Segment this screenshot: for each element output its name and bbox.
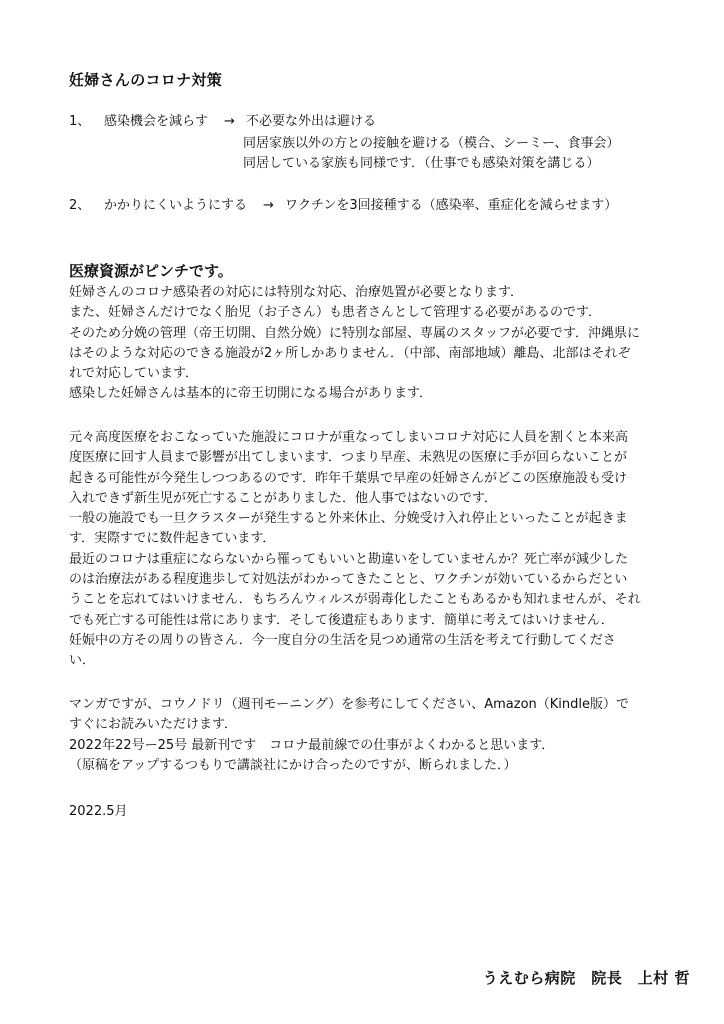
paragraph-2-line: 元々高度医療をおこなっていた施設にコロナが重なってしまいコロナ対応に人員を割くと本来高 bbox=[69, 430, 629, 445]
paragraph-2-line: い． bbox=[69, 653, 96, 669]
paragraph-2-line: 起きる可能性が今発生しつつあるのです．昨年千葉県で早産の妊婦さんがどこの医療施設も受け bbox=[69, 470, 627, 486]
paragraph-1-line: 妊婦さんのコロナ感染者の対応には特別な対応、治療処置が必要となります． bbox=[69, 285, 523, 300]
measure-2-line-1: ワクチンを3回接種する（感染率、重症化を減らせます） bbox=[285, 198, 618, 213]
measure-1-label: 感染機会を減らす bbox=[104, 114, 209, 129]
paragraph-1-line: れで対応しています． bbox=[69, 366, 198, 382]
measure-2-arrow: → bbox=[263, 198, 274, 213]
measure-2-number: 2、 bbox=[69, 198, 91, 213]
paragraph-2 bbox=[69, 428, 659, 672]
document-title: 妊婦さんのコロナ対策 bbox=[69, 71, 223, 89]
paragraph-1-line: そのため分娩の管理（帝王切開、自然分娩）に特別な部屋、専属のスタッフが必要です．沖縄県に bbox=[69, 325, 640, 341]
measure-1-line-1: 不必要な外出は避ける bbox=[246, 114, 377, 129]
paragraph-2-line: 一般の施設でも一旦クラスターが発生すると外来休止、分娩受け入れ停止といったことが起きま bbox=[69, 511, 628, 527]
paragraph-1-line: また、妊婦さんだけでなく胎児（お子さん）も患者さんとして管理する必要があるのです． bbox=[69, 305, 601, 321]
measure-1-line-3: 同居している家族も同様です．（仕事でも感染対策を講じる） bbox=[243, 156, 600, 171]
measure-1-arrow: → bbox=[224, 114, 235, 129]
paragraph-2-line: 最近のコロナは重症にならないから罹ってもいいと勘違いをしていませんか？死亡率が減少した bbox=[69, 551, 629, 567]
paragraph-1 bbox=[69, 283, 659, 405]
paragraph-2-line: うことを忘れてはいけません．もちろんウィルスが弱毒化したこともあるかも知れませんが、それ bbox=[69, 592, 641, 608]
measure-2-label: かかりにくいようにする bbox=[104, 198, 248, 213]
paragraph-2-line: でも死亡する可能性は常にあります．そして後遺症もあります．簡単に考えてはいけません． bbox=[69, 612, 614, 628]
signature: うえむら病院 院長 上村 哲 bbox=[482, 969, 690, 987]
measure-1-line-2: 同居家族以外の方との接触を避ける（模合、シーミー、食事会） bbox=[243, 136, 620, 151]
paragraph-2-line: す．実際すでに数件起きています． bbox=[69, 531, 276, 547]
paragraph-3-line: （原稿をアップするつもりで講談社にかけ合ったのですが、断られました．） bbox=[69, 757, 517, 773]
paragraph-3 bbox=[69, 695, 659, 776]
paragraph-3-line: すぐにお読みいただけます． bbox=[69, 717, 237, 733]
paragraph-2-line: 度医療に回す人員まで影響が出てしまいます．つまり早産、未熟児の医療に手が回らないことが bbox=[69, 450, 627, 466]
paragraph-1-line: はそのような対応のできる施設が2ヶ所しかありません．（中部、南部地域）離島、北部はそれぞ bbox=[69, 345, 631, 361]
paragraph-2-line: のは治療法がある程度進歩して対処法がわかってきたことと、ワクチンが効いているからだとい bbox=[69, 572, 628, 588]
measure-1-number: 1、 bbox=[69, 114, 91, 129]
paragraph-2-line: 入れできず新生児が死亡することがありました．他人事ではないのです． bbox=[69, 490, 497, 506]
section-heading-medical-resources: 医療資源がピンチです。 bbox=[69, 262, 233, 280]
document-date: 2022.5月 bbox=[69, 804, 128, 819]
paragraph-3-line: 2022年22号ー25号 最新刊です コロナ最前線での仕事がよくわかると思います． bbox=[69, 737, 555, 753]
paragraph-3-line: マンガですが、コウノドリ（週刊モーニング）を参考にしてください、Amazon（Kindle版）で bbox=[69, 697, 629, 712]
paragraph-1-line: 感染した妊婦さんは基本的に帝王切開になる場合があります． bbox=[69, 386, 432, 402]
paragraph-2-line: 妊娠中の方その周りの皆さん．今一度自分の生活を見つめ通常の生活を考えて行動してくださ bbox=[69, 632, 616, 648]
